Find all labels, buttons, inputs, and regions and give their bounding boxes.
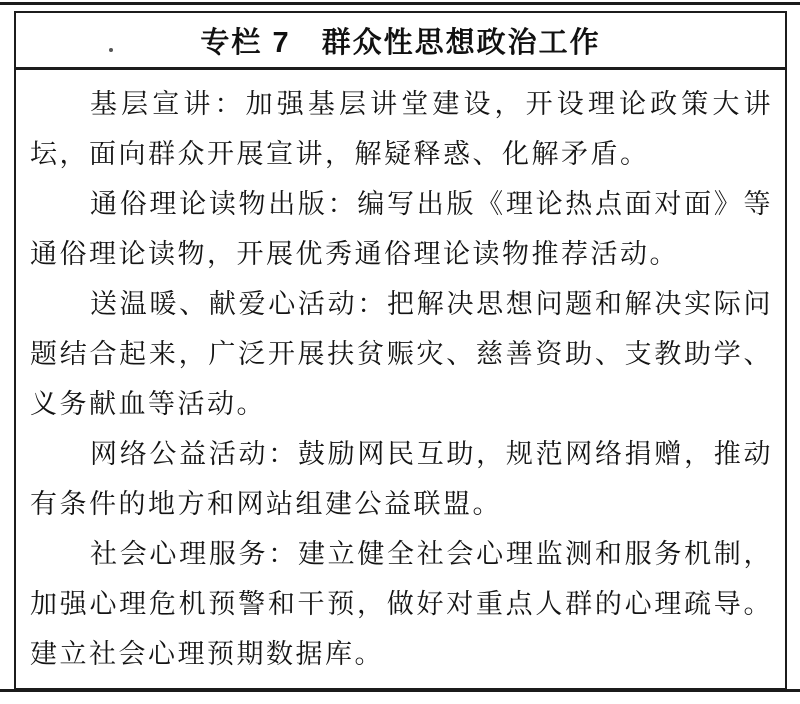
paragraph-text: 加强基层讲堂建设，开设理论政策大讲坛，面向群众开展宣讲，解疑释惑、化解矛盾。 (30, 89, 774, 169)
panel-paragraph (30, 529, 773, 679)
paragraph-lead: 送温暖、献爱心活动： (90, 289, 388, 319)
paragraph-lead: 基层宣讲： (90, 89, 246, 119)
panel-paragraph (30, 179, 773, 279)
panel-paragraph (30, 429, 773, 529)
panel-title: 专栏 7 群众性思想政治工作 (200, 26, 601, 59)
panel-body (16, 70, 785, 679)
paragraph-text: 鼓励网民互助，规范网络捐赠，推动有条件的地方和网站组建公益联盟。 (30, 439, 774, 519)
panel-paragraph (30, 79, 773, 179)
panel-paragraph (30, 279, 773, 429)
paragraph-lead: 通俗理论读物出版： (90, 189, 358, 219)
horizontal-rule-top (0, 2, 800, 5)
paragraph-lead: 社会心理服务： (90, 539, 298, 569)
paragraph-text: 把解决思想问题和解决实际问题结合起来，广泛开展扶贫赈灾、慈善资助、支教助学、义务献血等活动。 (30, 289, 774, 419)
paragraph-text: 编写出版《理论热点面对面》等通俗理论读物，开展优秀通俗理论读物推荐活动。 (30, 189, 774, 269)
column-panel (14, 11, 787, 690)
panel-title-bar (16, 13, 785, 70)
paragraph-lead: 网络公益活动： (90, 439, 298, 469)
scan-artifact-dot (109, 48, 113, 52)
paragraph-text: 建立健全社会心理监测和服务机制，加强心理危机预警和干预，做好对重点人群的心理疏导。建立社会心理预期数据库。 (30, 539, 774, 669)
horizontal-rule-bottom (0, 689, 800, 692)
